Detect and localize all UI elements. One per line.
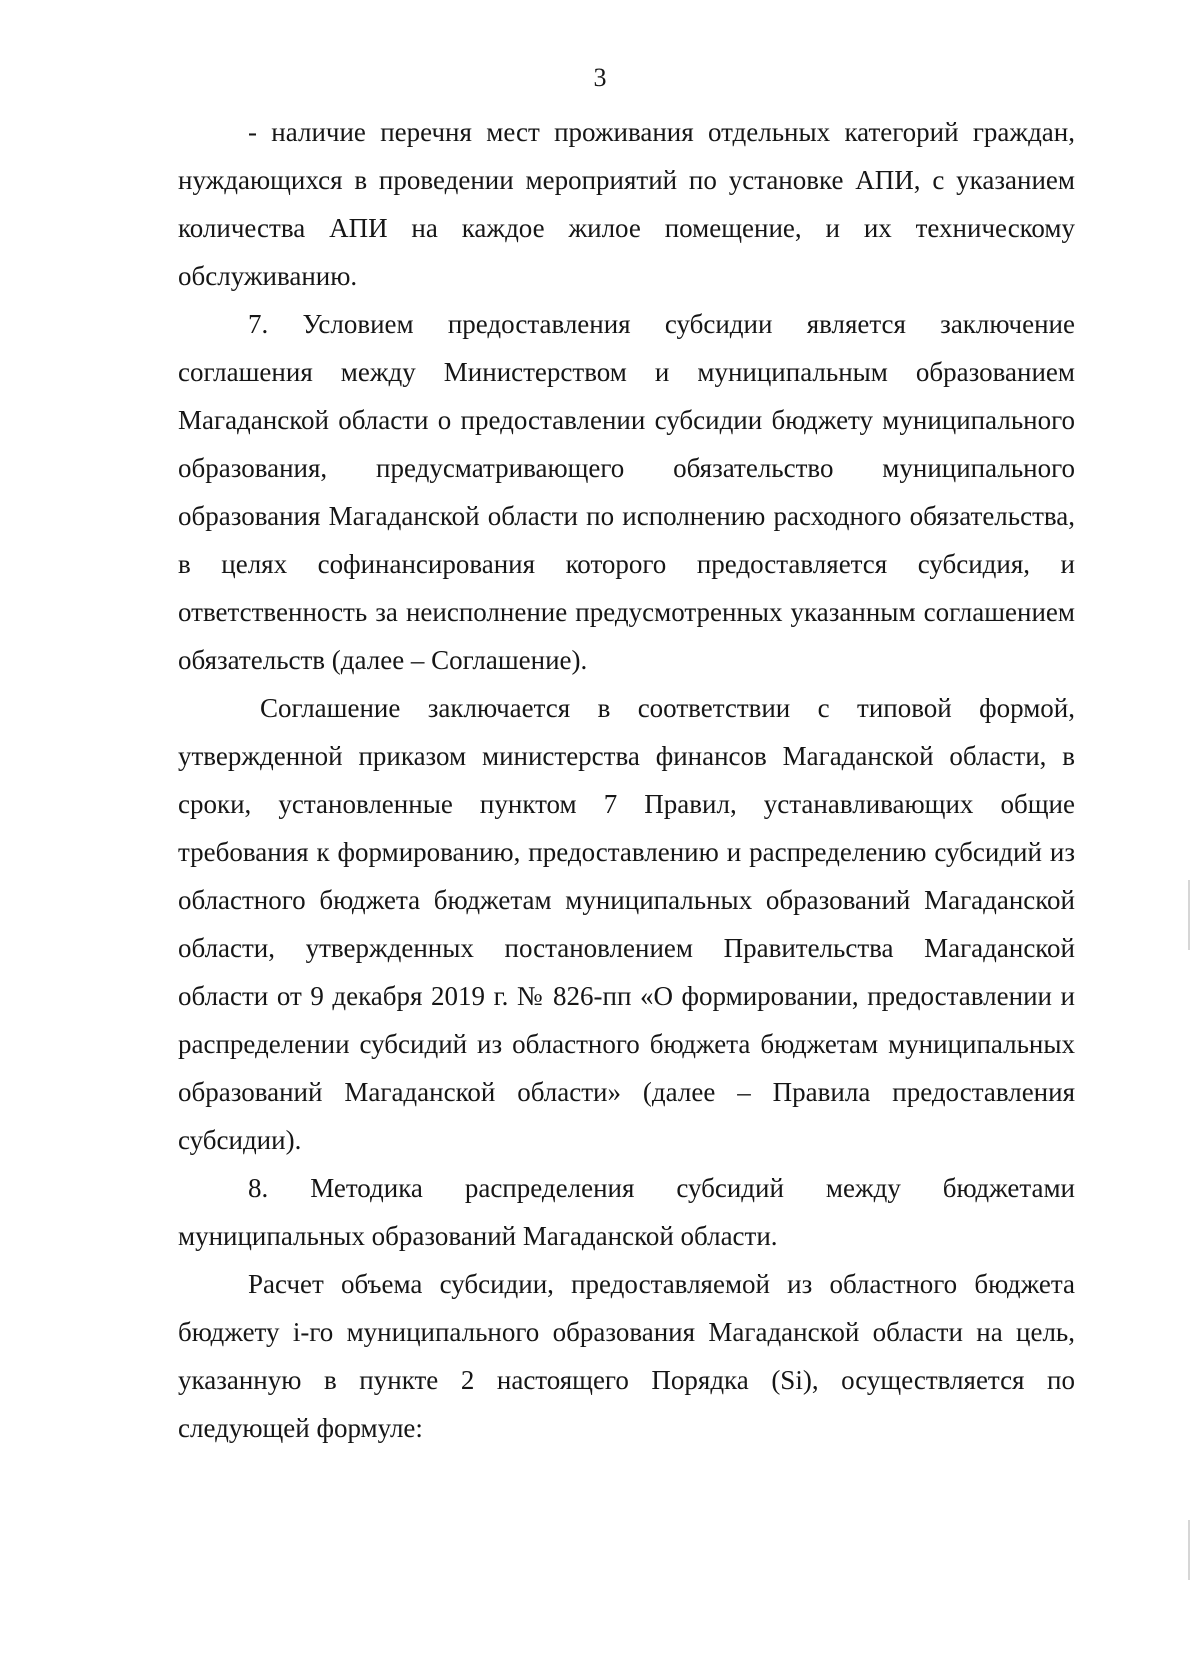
paragraph-calculation: Расчет объема субсидии, предоставляемой из областного бюджета бюджету i-го муниципального образования Магаданской области на цель, указанную в пункте 2 настоящего Порядка (Si), осуществляется по следующей формуле: <box>178 1269 1075 1443</box>
paragraph-agreement: Соглашение заключается в соответствии с типовой формой, утвержденной приказом министерства финансов Магаданской области, в сроки, установленные пунктом 7 Правил, устанавливающих общие требования к формированию, предоставлению и распределению субсидий из областного бюджета бюджетам муниципальных образований Магаданской области, утвержденных постановлением Правительства Магаданской области от 9 декабря 2019 г. № 826-пп «О формировании, предоставлении и распределении субсидий из областного бюджета бюджетам муниципальных образований Магаданской области» (далее – Правила предоставления субсидии). <box>178 693 1075 1155</box>
paragraph-item-8: 8. Методика распределения субсидий между бюджетами муниципальных образований Магаданской области. <box>178 1173 1075 1251</box>
paragraph-item-7: 7. Условием предоставления субсидии является заключение соглашения между Министерством и муниципальным образованием Магаданской области о предоставлении субсидии бюджету муниципального образования, предусматривающего обязательство муниципального образования Магаданской области по исполнению расходного обязательства, в целях софинансирования которого предоставляется субсидия, и ответственность за неисполнение предусмотренных указанным соглашением обязательств (далее – Соглашение). <box>178 309 1075 675</box>
scan-edge-mark <box>1188 1520 1190 1580</box>
page-number: 3 <box>593 63 607 92</box>
scan-edge-mark <box>1188 880 1190 950</box>
document-body <box>178 108 1075 1452</box>
paragraph-api-list: - наличие перечня мест проживания отдельных категорий граждан, нуждающихся в проведении мероприятий по установке АПИ, с указанием количества АПИ на каждое жилое помещение, и их техническому обслуживанию. <box>178 117 1075 291</box>
